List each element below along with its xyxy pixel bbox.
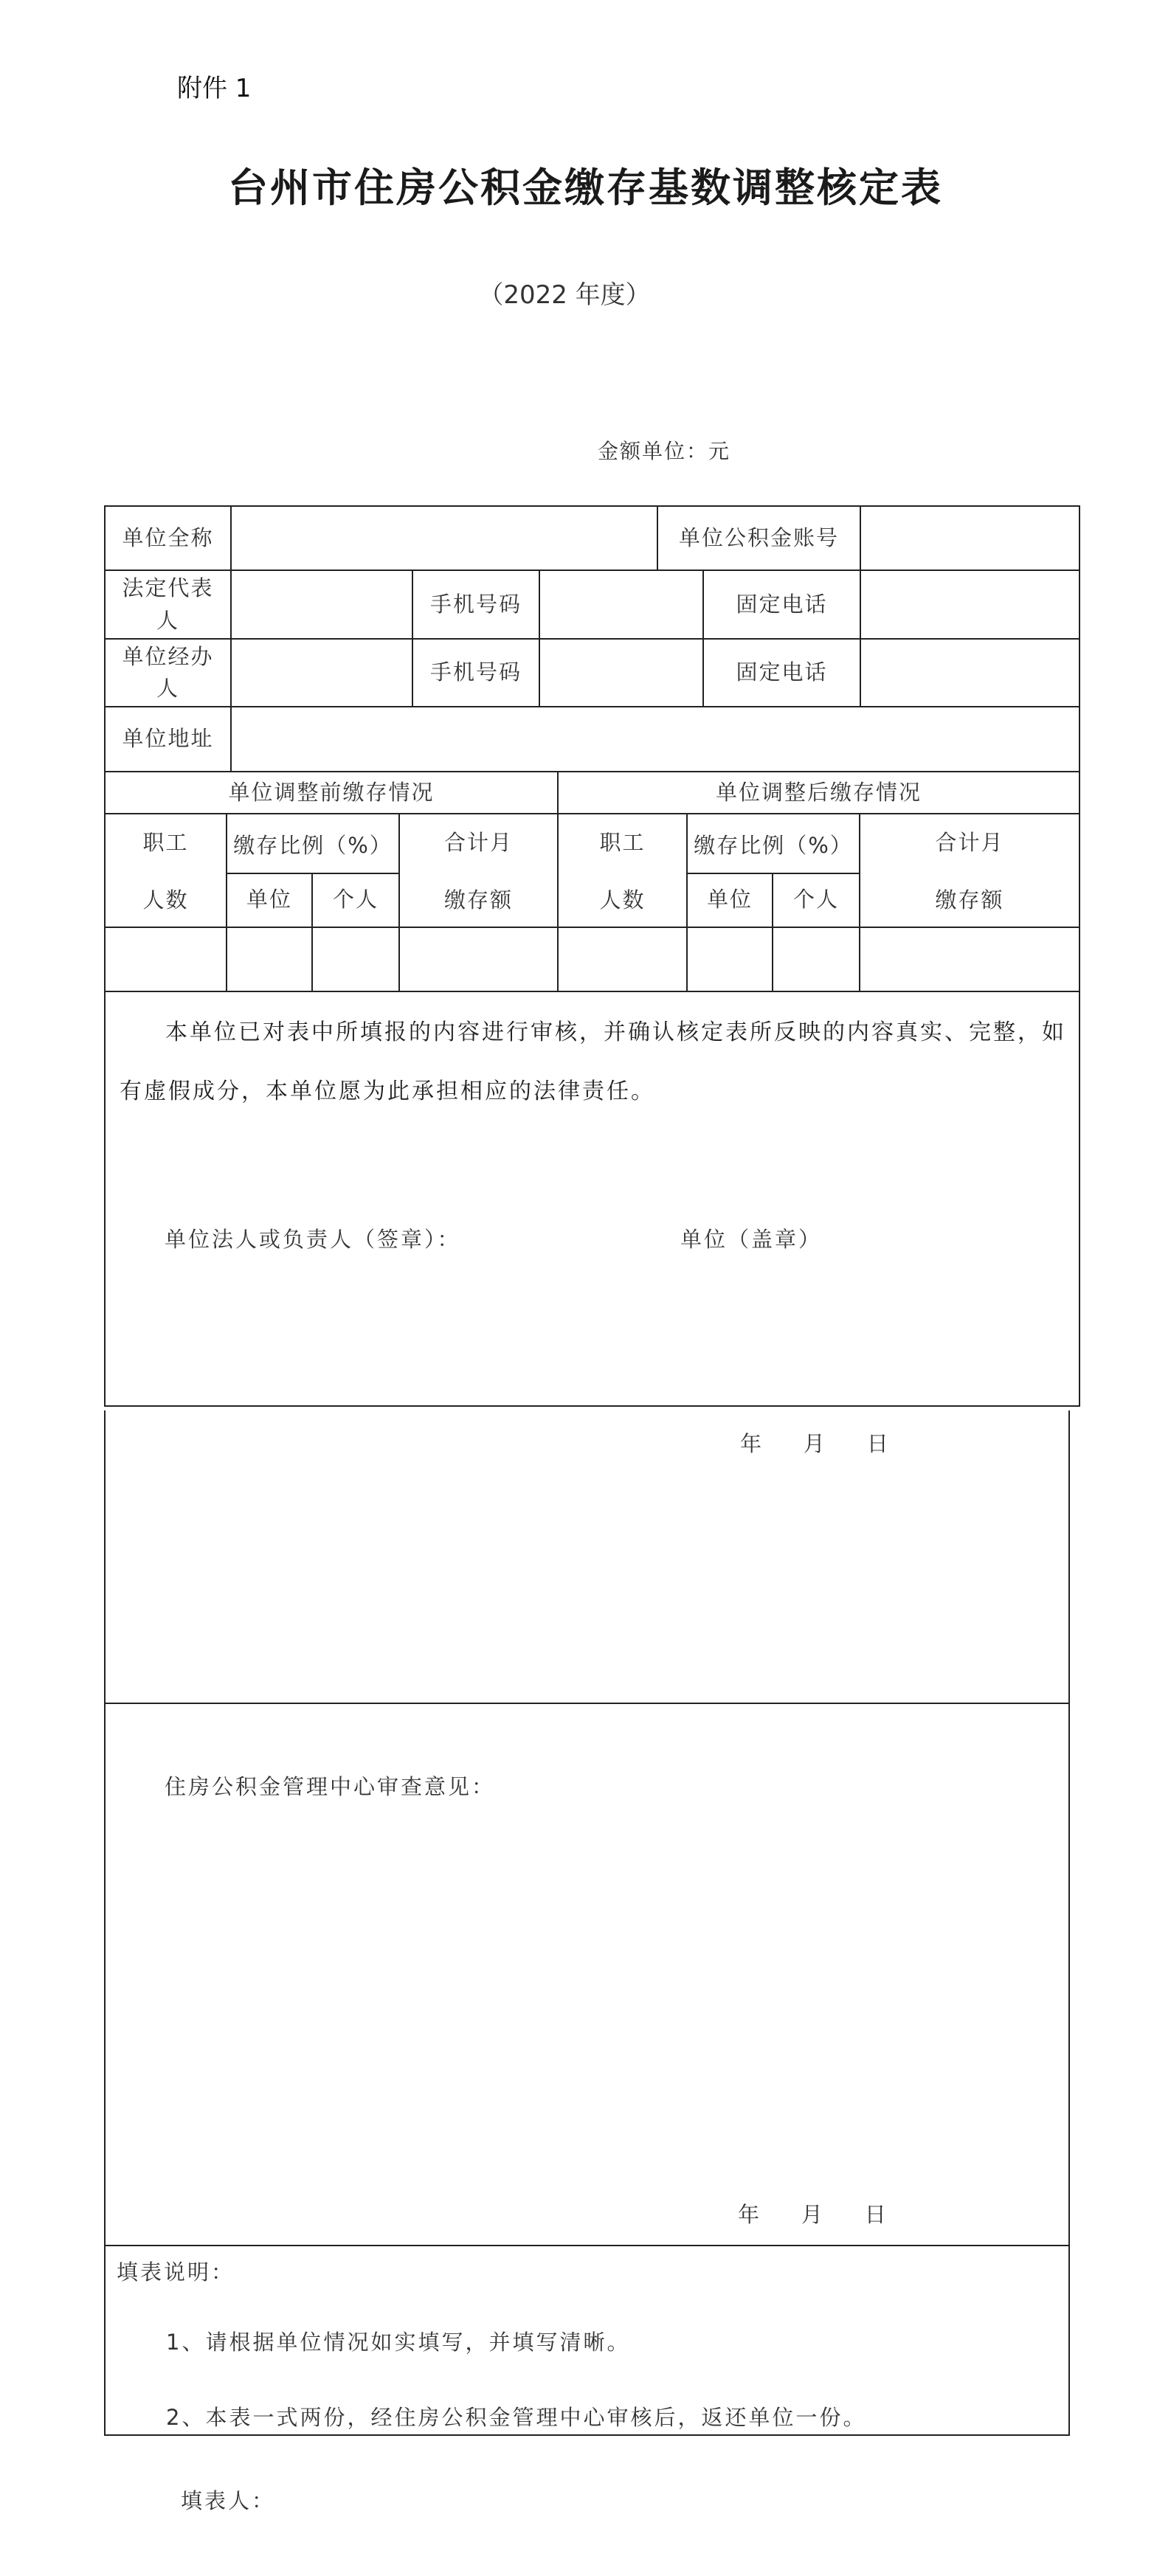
- after-adjust-header: 单位调整后缴存情况: [715, 779, 922, 805]
- mobile-label: 手机号码: [429, 591, 522, 617]
- annex-label: 附件 1: [177, 74, 252, 103]
- before-employee-count-field[interactable]: [106, 928, 226, 991]
- after-monthly-total-field[interactable]: [860, 928, 1079, 991]
- seal-label: 单位（盖章）: [680, 1227, 823, 1252]
- landline-label: 固定电话: [736, 659, 828, 685]
- declaration-text: 本单位已对表中所填报的内容进行审核，并确认核定表所反映的内容真实、完整，如有虚假成分，本单位愿为此承担相应的法律责任。: [120, 1019, 1066, 1104]
- amount-unit: 金额单位：元: [598, 439, 731, 463]
- review-opinion-field[interactable]: [118, 1807, 1055, 2191]
- monthly-total-label-l2: 缴存额: [443, 887, 513, 913]
- ratio-personal-col: 个人: [792, 887, 839, 913]
- after-personal-ratio-field[interactable]: [773, 928, 859, 991]
- review-opinion-label: 住房公积金管理中心审查意见：: [165, 1774, 496, 1799]
- employee-count-label-l1: 职工: [599, 830, 646, 856]
- signature-label: 单位法人或负责人（签章）：: [165, 1227, 461, 1252]
- page-title: 台州市住房公积金缴存基数调整核定表: [228, 164, 943, 211]
- ratio-unit-col: 单位: [246, 887, 292, 913]
- notes-title: 填表说明：: [117, 2260, 235, 2285]
- ratio-label: 缴存比例（%）: [694, 833, 853, 859]
- monthly-total-label-l1: 合计月: [935, 830, 1004, 856]
- before-monthly-total-field[interactable]: [400, 928, 557, 991]
- ratio-unit-col: 单位: [706, 887, 753, 913]
- ratio-label: 缴存比例（%）: [233, 833, 393, 859]
- monthly-total-label-l1: 合计月: [443, 830, 513, 856]
- legal-rep-field[interactable]: [232, 571, 412, 638]
- review-date: 年 月 日: [738, 2202, 889, 2227]
- employee-count-label-l2: 人数: [599, 887, 646, 913]
- account-label: 单位公积金账号: [678, 524, 839, 550]
- handler-landline-field[interactable]: [861, 640, 1079, 706]
- handler-label: 单位经办人: [122, 643, 214, 701]
- after-employee-count-field[interactable]: [559, 928, 686, 991]
- before-personal-ratio-field[interactable]: [313, 928, 398, 991]
- note-item: 2、本表一式两份，经住房公积金管理中心审核后，返还单位一份。: [166, 2405, 867, 2430]
- handler-field[interactable]: [232, 640, 412, 706]
- unit-name-label: 单位全称: [122, 524, 214, 550]
- legal-rep-label: 法定代表人: [122, 575, 214, 633]
- year-label: （2022 年度）: [478, 280, 651, 310]
- address-field[interactable]: [232, 707, 1079, 771]
- note-item: 1、请根据单位情况如实填写，并填写清晰。: [166, 2330, 631, 2355]
- before-unit-ratio-field[interactable]: [227, 928, 311, 991]
- legal-rep-mobile-field[interactable]: [540, 571, 702, 638]
- mobile-label: 手机号码: [429, 659, 522, 685]
- landline-label: 固定电话: [736, 591, 828, 617]
- employee-count-label-l2: 人数: [142, 887, 189, 913]
- applicant-date: 年 月 日: [740, 1431, 891, 1456]
- ratio-personal-col: 个人: [332, 887, 379, 913]
- handler-mobile-field[interactable]: [540, 640, 702, 706]
- unit-name-field[interactable]: [232, 507, 657, 569]
- account-field[interactable]: [861, 507, 1079, 569]
- employee-count-label-l1: 职工: [142, 830, 189, 856]
- after-unit-ratio-field[interactable]: [688, 928, 772, 991]
- before-adjust-header: 单位调整前缴存情况: [228, 779, 435, 805]
- filler-label: 填表人：: [181, 2488, 276, 2513]
- legal-rep-landline-field[interactable]: [861, 571, 1079, 638]
- monthly-total-label-l2: 缴存额: [935, 887, 1004, 913]
- address-label: 单位地址: [122, 726, 214, 752]
